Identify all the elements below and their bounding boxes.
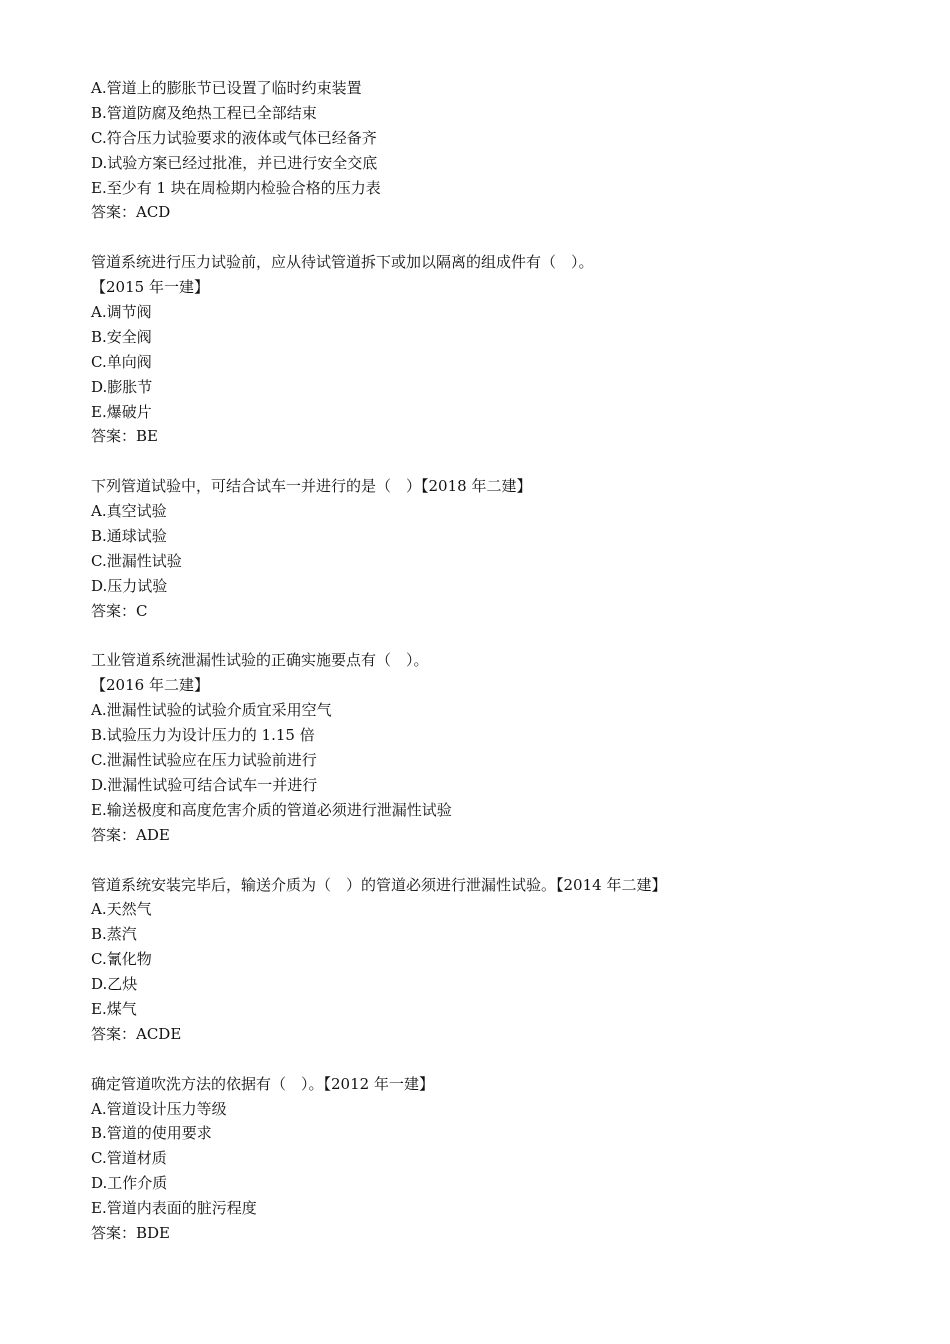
question-block	[91, 225, 891, 449]
option-item: C.管道材质	[91, 1149, 167, 1168]
question-block	[91, 624, 891, 848]
option-item: A.天然气	[91, 900, 152, 919]
question-block	[91, 449, 891, 623]
spacer	[91, 449, 891, 474]
spacer	[91, 624, 891, 649]
option-item: A.真空试验	[91, 502, 167, 521]
question-block	[91, 848, 891, 1047]
answer-text: 答案：C	[91, 601, 148, 620]
option-item: D.泄漏性试验可结合试车一并进行	[91, 775, 318, 794]
option-item: C.泄漏性试验	[91, 551, 182, 570]
option-item: D.膨胀节	[91, 377, 153, 396]
option-item: E.爆破片	[91, 402, 152, 421]
option-item: C.单向阀	[91, 352, 152, 371]
exam-tag: 【2015 年一建】	[91, 278, 209, 297]
answer-text: 答案：ADE	[91, 825, 170, 844]
option-item: B.试验压力为设计压力的 1.15 倍	[91, 726, 315, 745]
exam-tag: 【2016 年二建】	[91, 676, 209, 695]
option-item: E.输送极度和高度危害介质的管道必须进行泄漏性试验	[91, 800, 452, 819]
option-item: D.工作介质	[91, 1174, 168, 1193]
option-item: B.管道的使用要求	[91, 1124, 212, 1143]
option-item: C.符合压力试验要求的液体或气体已经备齐	[91, 128, 377, 147]
spacer	[91, 1047, 891, 1072]
option-item: B.通球试验	[91, 527, 167, 546]
option-item: D.压力试验	[91, 576, 168, 595]
answer-text: 答案：BDE	[91, 1223, 170, 1242]
spacer	[91, 848, 891, 873]
option-item: E.煤气	[91, 999, 137, 1018]
question-text: 确定管道吹洗方法的依据有（ ）。【2012 年一建】	[91, 1074, 434, 1093]
option-item: D.乙炔	[91, 975, 138, 994]
option-item: E.至少有 1 块在周检期内检验合格的压力表	[91, 178, 381, 197]
answer-text: 答案：BE	[91, 427, 158, 446]
option-item: B.管道防腐及绝热工程已全部结束	[91, 103, 317, 122]
option-item: C.氰化物	[91, 950, 152, 969]
option-item: D.试验方案已经过批准，并已进行安全交底	[91, 153, 378, 172]
question-text: 管道系统进行压力试验前，应从待试管道拆下或加以隔离的组成件有（ ）。	[91, 253, 594, 272]
question-text: 下列管道试验中，可结合试车一并进行的是（ ）【2018 年二建】	[91, 477, 532, 496]
option-item: C.泄漏性试验应在压力试验前进行	[91, 751, 317, 770]
option-item: A.管道上的膨胀节已设置了临时约束装置	[91, 79, 362, 97]
question-block	[91, 76, 891, 225]
option-item: B.安全阀	[91, 327, 152, 346]
option-item: A.管道设计压力等级	[91, 1099, 227, 1118]
spacer	[91, 225, 891, 250]
question-list	[91, 76, 891, 1246]
option-item: A.调节阀	[91, 303, 152, 322]
question-text: 管道系统安装完毕后，输送介质为（ ）的管道必须进行泄漏性试验。【2014 年二建】	[91, 875, 667, 894]
option-item: B.蒸汽	[91, 925, 137, 944]
question-block	[91, 1047, 891, 1246]
question-text: 工业管道系统泄漏性试验的正确实施要点有（ ）。	[91, 651, 429, 670]
answer-text: 答案：ACD	[91, 203, 171, 222]
option-item: E.管道内表面的脏污程度	[91, 1199, 257, 1218]
answer-text: 答案：ACDE	[91, 1024, 182, 1043]
option-item: A.泄漏性试验的试验介质宜采用空气	[91, 701, 332, 720]
